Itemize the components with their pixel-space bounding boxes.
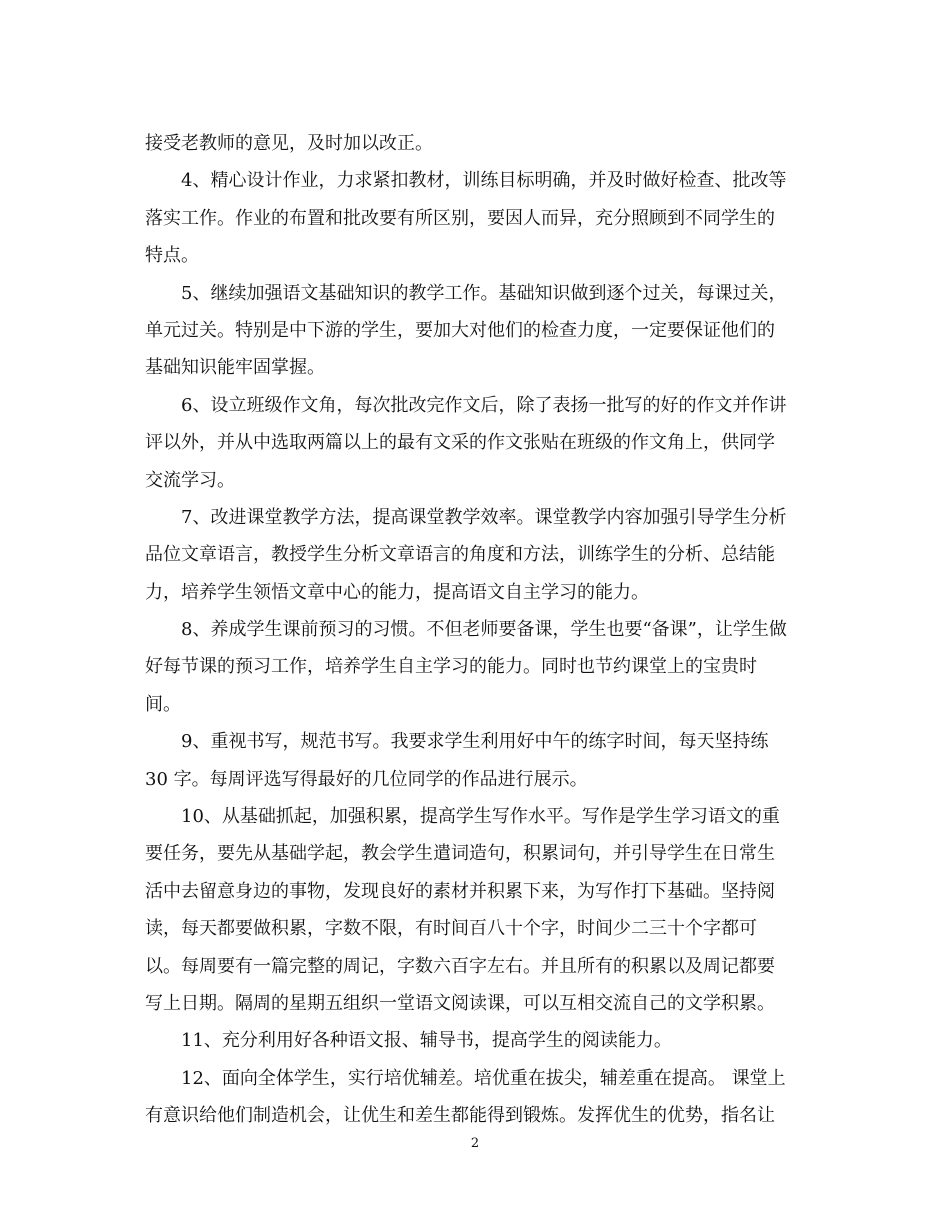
text-line: 7、改进课堂教学方法，提高课堂教学效率。课堂教学内容加强引导学生分析: [181, 506, 787, 528]
text-line: 30 字。每周评选写得最好的几位同学的作品进行展示。: [145, 768, 588, 790]
text-line: 评以外，并从中选取两篇以上的最有文采的作文张贴在班级的作文角上，供同学: [145, 432, 775, 454]
text-line: 有意识给他们制造机会，让优生和差生都能得到锻炼。发挥优生的优势，指名让: [145, 1105, 775, 1127]
text-line: 活中去留意身边的事物，发现良好的素材并积累下来，为写作打下基础。坚持阅: [145, 880, 775, 902]
text-line: 10、从基础抓起，加强积累，提高学生写作水平。写作是学生学习语文的重: [181, 806, 780, 828]
text-line: 间。: [145, 693, 181, 715]
text-line: 落实工作。作业的布置和批改要有所区别，要因人而异，充分照顾到不同学生的: [145, 207, 775, 229]
text-line: 11、充分利用好各种语文报、辅导书，提高学生的阅读能力。: [181, 1030, 672, 1052]
text-line: 品位文章语言，教授学生分析文章语言的角度和方法，训练学生的分析、总结能: [145, 544, 775, 566]
text-line: 9、重视书写，规范书写。我要求学生利用好中午的练字时间，每天坚持练: [181, 731, 769, 753]
text-line: 好每节课的预习工作，培养学生自主学习的能力。同时也节约课堂上的宝贵时: [145, 656, 757, 678]
text-line: 接受老教师的意见，及时加以改正。: [145, 133, 433, 154]
text-line: 5、继续加强语文基础知识的教学工作。基础知识做到逐个过关，每课过关，: [181, 282, 787, 304]
text-line: 8、养成学生课前预习的习惯。不但老师要备课，学生也要“备课”，让学生做: [181, 619, 787, 641]
page-number: 2: [470, 1136, 480, 1151]
text-line: 基础知识能牢固掌握。: [145, 357, 325, 379]
text-line: 交流学习。: [145, 469, 235, 491]
text-line: 读，每天都要做积累，字数不限，有时间百八十个字，时间少二三十个字都可: [145, 918, 757, 940]
text-line: 12、面向全体学生，实行培优辅差。培优重在拔尖，辅差重在提高。 课堂上: [181, 1067, 786, 1089]
text-line: 写上日期。隔周的星期五组织一堂语文阅读课，可以互相交流自己的文学积累。: [145, 992, 775, 1014]
text-line: 以。每周要有一篇完整的周记，字数六百字左右。并且所有的积累以及周记都要: [145, 955, 775, 977]
body-text: [145, 125, 810, 1135]
text-line: 要任务，要先从基础学起，教会学生遣词造句，积累词句，并引导学生在日常生: [145, 843, 775, 865]
text-line: 特点。: [145, 245, 199, 267]
text-line: 4、精心设计作业，力求紧扣教材，训练目标明确，并及时做好检查、批改等: [181, 170, 787, 192]
text-line: 单元过关。特别是中下游的学生，要加大对他们的检查力度，一定要保证他们的: [145, 319, 775, 341]
text-line: 力，培养学生领悟文章中心的能力，提高语文自主学习的能力。: [145, 581, 649, 603]
text-line: 6、设立班级作文角，每次批改完作文后，除了表扬一批写的好的作文并作讲: [181, 394, 787, 416]
